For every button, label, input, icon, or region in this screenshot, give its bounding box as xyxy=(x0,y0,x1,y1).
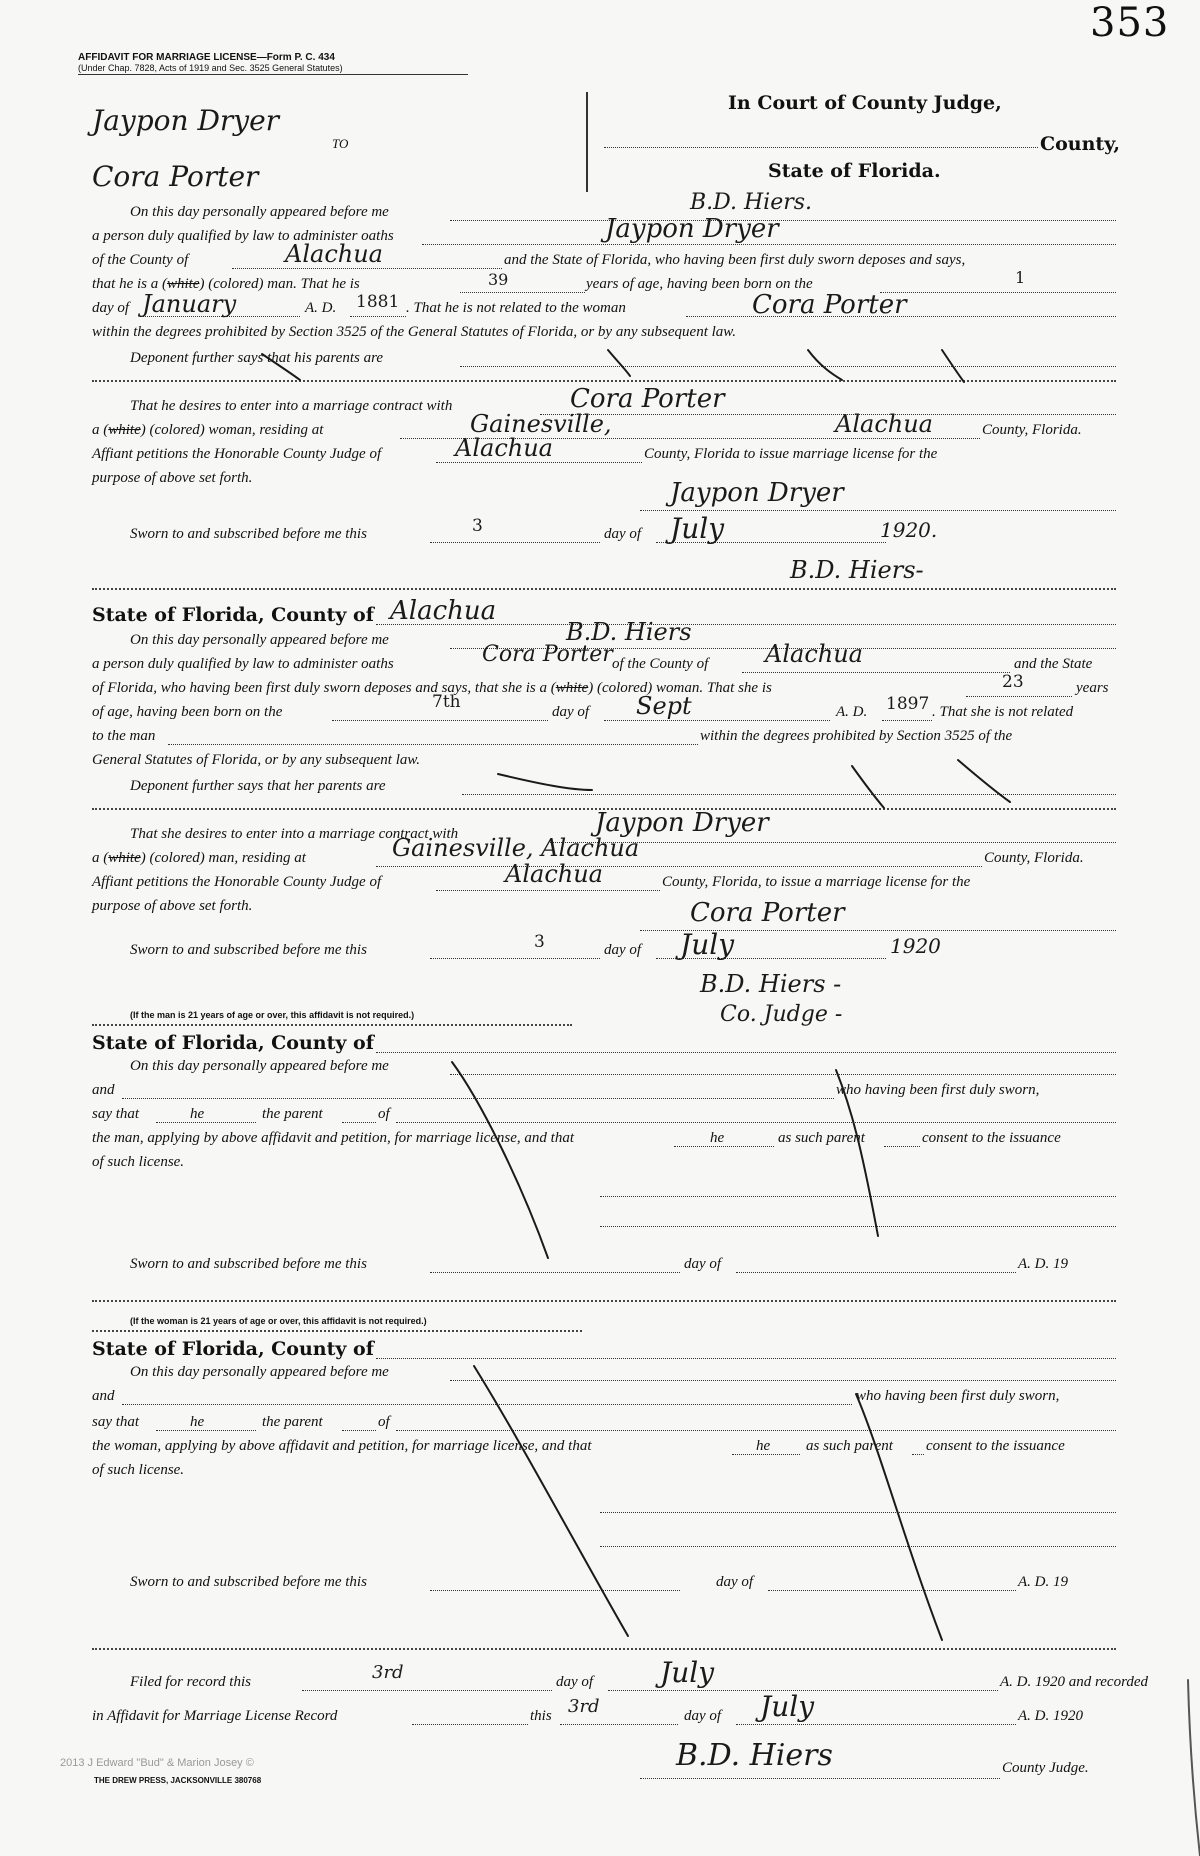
parent-man-day-of: day of xyxy=(684,1256,722,1272)
woman-affiant: Cora Porter xyxy=(482,642,613,667)
parent-woman-of: of xyxy=(378,1414,390,1430)
woman-to-man: to the man xyxy=(92,728,156,744)
parent-man-appeared: On this day personally appeared before me xyxy=(130,1058,389,1074)
printer-imprint: THE DREW PRESS, JACKSONVILLE 380768 xyxy=(94,1776,262,1785)
man-woman: Cora Porter xyxy=(752,290,907,320)
woman-sworn-month: July xyxy=(680,928,735,961)
woman-official: B.D. Hiers xyxy=(566,618,692,646)
woman-qualified: a person duly qualified by law to administer oaths xyxy=(92,656,394,672)
parent-woman-he2: he xyxy=(756,1438,771,1454)
parent-man-note: (If the man is 21 years of age or over, this affidavit is not required.) xyxy=(130,1010,415,1020)
man-day-of: day of xyxy=(92,300,130,316)
man-desires: That he desires to enter into a marriage contract with xyxy=(130,398,453,414)
parent-man-he: he xyxy=(190,1106,205,1122)
man-state-clause: and the State of Florida, who having been first duly sworn deposes and says, xyxy=(504,252,966,268)
man-residence: Gainesville, xyxy=(470,410,612,438)
woman-birth-month: Sept xyxy=(636,692,692,720)
woman-day-of: day of xyxy=(552,704,590,720)
parent-man-of: of xyxy=(378,1106,390,1122)
parent-man-cross-2 xyxy=(836,1070,878,1236)
parent-man-ad: A. D. 19 xyxy=(1018,1256,1068,1272)
county-label: County, xyxy=(1040,133,1121,155)
header-bride: Cora Porter xyxy=(92,160,259,193)
man-county: Alachua xyxy=(285,240,383,268)
woman-ad: A. D. xyxy=(836,704,868,720)
state-label: State of Florida. xyxy=(768,160,941,182)
parent-man-sworn-tail: who having been first duly sworn, xyxy=(836,1082,1040,1098)
man-sworn-day: 3 xyxy=(472,516,483,536)
woman-parents-stroke-2 xyxy=(852,766,884,808)
woman-of-county: of the County of xyxy=(612,656,709,672)
county-judge-label: County Judge. xyxy=(1002,1760,1089,1776)
woman-county-florida: County, Florida. xyxy=(984,850,1084,866)
header-groom: Jaypon Dryer xyxy=(92,104,280,137)
parent-woman-appeared: On this day personally appeared before me xyxy=(130,1364,389,1380)
woman-appeared: On this day personally appeared before me xyxy=(130,632,389,648)
man-sworn-year: 1920. xyxy=(880,518,938,542)
parent-man-he2: he xyxy=(710,1130,725,1146)
woman-county: Alachua xyxy=(390,596,497,626)
man-sworn-day-of: day of xyxy=(604,526,642,542)
parent-woman-line4: the woman, applying by above affidavit and petition, for marriage license, and that xyxy=(92,1438,592,1454)
man-appeared: On this day personally appeared before me xyxy=(130,204,389,220)
woman-county2: Alachua xyxy=(765,640,863,668)
woman-sworn-year: 1920 xyxy=(890,934,941,958)
woman-age: 23 xyxy=(1002,672,1024,692)
woman-heading: State of Florida, County of xyxy=(92,604,374,626)
filing-this: this xyxy=(530,1708,552,1724)
man-age: 39 xyxy=(488,270,509,289)
parent-woman-as-such: as such parent xyxy=(806,1438,893,1454)
parent-woman-parent: the parent xyxy=(262,1414,323,1430)
man-not-related: . That he is not related to the woman xyxy=(406,300,626,316)
parent-woman-cross-1 xyxy=(474,1366,628,1636)
woman-birth-year: 1897 xyxy=(886,694,930,714)
woman-signature: Cora Porter xyxy=(690,898,845,928)
man-affiant: Jaypon Dryer xyxy=(605,214,779,244)
parent-woman-sworn: Sworn to and subscribed before me this xyxy=(130,1574,367,1590)
parent-man-consent: consent to the issuance xyxy=(922,1130,1061,1146)
man-petitions: Affiant petitions the Honorable County Judge of xyxy=(92,446,382,462)
parent-woman-ad: A. D. 19 xyxy=(1018,1574,1068,1590)
man-sworn-month: July xyxy=(670,512,725,545)
court-heading: In Court of County Judge, xyxy=(728,92,1002,114)
woman-sworn: Sworn to and subscribed before me this xyxy=(130,942,367,958)
man-official-sig: B.D. Hiers- xyxy=(790,556,924,584)
man-qualified: a person duly qualified by law to administer oaths xyxy=(92,228,394,244)
woman-years: years xyxy=(1076,680,1109,696)
filed-for-record: Filed for record this xyxy=(130,1674,251,1690)
woman-line3: of Florida, who having been first duly sworn deposes and says, that she is a (white) (colored) woman. That she is xyxy=(92,680,772,696)
man-ad: A. D. xyxy=(305,300,337,316)
man-parents-stroke-4 xyxy=(942,350,964,382)
woman-petition-tail: County, Florida, to issue a marriage license for the xyxy=(662,874,971,890)
filed-ad-recorded: A. D. 1920 and recorded xyxy=(1000,1674,1149,1690)
filing-in-record: in Affidavit for Marriage License Record xyxy=(92,1708,338,1724)
parent-man-of-license: of such license. xyxy=(92,1154,185,1170)
parent-woman-he: he xyxy=(190,1414,205,1430)
woman-official-title: Co. Judge - xyxy=(720,1002,843,1027)
man-birth-year: 1881 xyxy=(356,292,400,312)
man-petition-county: Alachua xyxy=(455,434,553,462)
man-purpose: purpose of above set forth. xyxy=(92,470,253,486)
woman-birth-day: 7th xyxy=(432,692,461,712)
parent-woman-say-that: say that xyxy=(92,1414,140,1430)
parent-woman-cross-2 xyxy=(856,1394,942,1640)
man-signature: Jaypon Dryer xyxy=(670,478,844,508)
woman-not-related: . That she is not related xyxy=(932,704,1074,720)
woman-contract-with: Jaypon Dryer xyxy=(595,808,769,838)
parent-woman-and: and xyxy=(92,1388,115,1404)
man-white-struck: white xyxy=(167,276,200,292)
parent-woman-sworn-tail: who having been first duly sworn, xyxy=(856,1388,1060,1404)
woman-sworn-day-of: day of xyxy=(604,942,642,958)
woman-statutes: General Statutes of Florida, or by any subsequent law. xyxy=(92,752,421,768)
parent-man-sworn: Sworn to and subscribed before me this xyxy=(130,1256,367,1272)
woman-and-state: and the State xyxy=(1014,656,1093,672)
man-residing: a (white) (colored) woman, residing at xyxy=(92,422,324,438)
woman-parents-stroke-3 xyxy=(958,760,1010,802)
man-sworn: Sworn to and subscribed before me this xyxy=(130,526,367,542)
woman-purpose: purpose of above set forth. xyxy=(92,898,253,914)
form-title: AFFIDAVIT FOR MARRIAGE LICENSE—Form P. C. 434 xyxy=(78,52,335,63)
parent-woman-consent: consent to the issuance xyxy=(926,1438,1065,1454)
parent-woman-heading: State of Florida, County of xyxy=(92,1338,374,1360)
woman-parents-stroke-1 xyxy=(498,774,592,790)
man-birth-day: 1 xyxy=(1015,268,1026,287)
man-age-tail: years of age, having been born on the xyxy=(586,276,813,292)
filing-record-month: July xyxy=(760,1690,815,1723)
copyright-watermark: 2013 J Edward "Bud" & Marion Josey © xyxy=(60,1757,254,1769)
man-birth-month: January xyxy=(142,290,237,318)
man-residence-county: Alachua xyxy=(835,410,933,438)
parent-man-heading: State of Florida, County of xyxy=(92,1032,374,1054)
parent-woman-note: (If the woman is 21 years of age or over, this affidavit is not required.) xyxy=(130,1316,427,1326)
page-edge xyxy=(1188,1680,1200,1856)
man-contract-with: Cora Porter xyxy=(570,384,725,414)
parent-woman-of-license: of such license. xyxy=(92,1462,185,1478)
man-parents-stroke-2 xyxy=(608,350,630,376)
man-parents-stroke-3 xyxy=(808,350,842,380)
parent-man-say-that: say that xyxy=(92,1106,140,1122)
woman-official-sig: B.D. Hiers - xyxy=(700,970,842,998)
woman-petitions: Affiant petitions the Honorable County Judge of xyxy=(92,874,382,890)
filed-day: 3rd xyxy=(372,1662,404,1683)
man-county-florida: County, Florida. xyxy=(982,422,1082,438)
woman-petition-county: Alachua xyxy=(505,860,603,888)
filed-day-of: day of xyxy=(556,1674,594,1690)
woman-sworn-day: 3 xyxy=(534,932,545,952)
man-he-is-a: that he is a (white) (colored) man. That he is xyxy=(92,276,360,292)
woman-residence: Gainesville, Alachua xyxy=(392,834,640,862)
form-subtitle: (Under Chap. 7828, Acts of 1919 and Sec. 3525 General Statutes) xyxy=(78,63,343,73)
parent-man-cross-1 xyxy=(452,1062,548,1258)
woman-residing: a (white) (colored) man, residing at xyxy=(92,850,306,866)
woman-within: within the degrees prohibited by Section 3525 of the xyxy=(700,728,1013,744)
man-official: B.D. Hiers. xyxy=(690,190,813,215)
filed-month: July xyxy=(660,1656,715,1689)
man-parents-stroke-1 xyxy=(262,354,300,380)
judge-signature: B.D. Hiers xyxy=(676,1738,833,1773)
parent-man-line4: the man, applying by above affidavit and petition, for marriage license, and that xyxy=(92,1130,575,1146)
man-of-county: of the County of xyxy=(92,252,189,268)
parent-woman-day-of: day of xyxy=(716,1574,754,1590)
man-parents: Deponent further says that his parents are xyxy=(130,350,384,366)
header-to: TO xyxy=(332,136,349,151)
man-petition-tail: County, Florida to issue marriage license for the xyxy=(644,446,938,462)
parent-man-parent: the parent xyxy=(262,1106,323,1122)
man-degrees: within the degrees prohibited by Section 3525 of the General Statutes of Florida, or by any subsequent law. xyxy=(92,324,736,340)
filing-ad2: A. D. 1920 xyxy=(1018,1708,1083,1724)
parent-man-and: and xyxy=(92,1082,115,1098)
woman-desires: That she desires to enter into a marriage contract with xyxy=(130,826,459,842)
filing-day-of2: day of xyxy=(684,1708,722,1724)
parent-man-as-such: as such parent xyxy=(778,1130,865,1146)
woman-parents: Deponent further says that her parents are xyxy=(130,778,386,794)
filing-record-day: 3rd xyxy=(568,1696,600,1717)
page-number: 353 xyxy=(1090,0,1170,46)
woman-of-age: of age, having been born on the xyxy=(92,704,283,720)
